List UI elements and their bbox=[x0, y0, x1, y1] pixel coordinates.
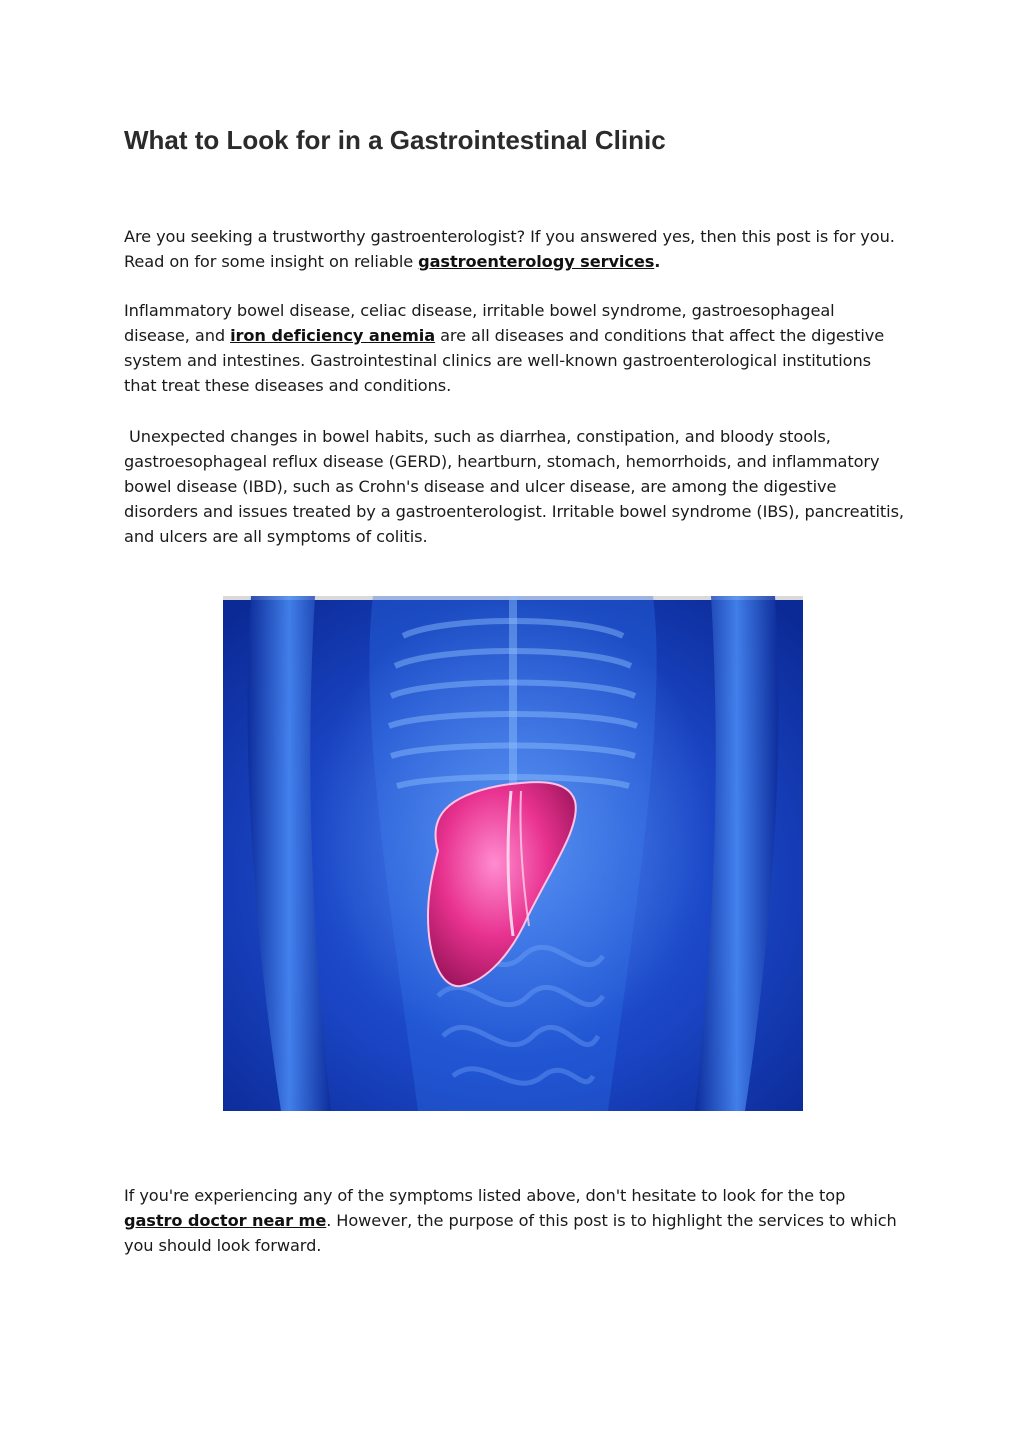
closing-text: If you're experiencing any of the symptoms listed above, don't hesitate to look for the top bbox=[124, 1186, 846, 1205]
closing-text-end: . However, the purpose of this post is to highlight the services to which you should look forward. bbox=[124, 1211, 897, 1255]
intro-paragraph bbox=[124, 224, 904, 274]
diseases-paragraph bbox=[124, 298, 904, 398]
gastroenterology-services-link[interactable]: gastroenterology services bbox=[418, 252, 655, 271]
closing-paragraph bbox=[124, 1183, 904, 1258]
iron-deficiency-anemia-link[interactable]: iron deficiency anemia bbox=[230, 326, 436, 345]
symptoms-paragraph: Unexpected changes in bowel habits, such as diarrhea, constipation, and bloody stools, gastroesophageal reflux disease (GERD), heartburn, stomach, hemorrhoids, and inflammatory bowel disease (IBD), such as Crohn's disease and ulcer disease, are among the digestive disorders and issues treated by a gastroenterologist. Irritable bowel syndrome (IBS), pancreatitis, and ulcers are all symptoms of colitis. bbox=[124, 427, 910, 546]
intro-text: Are you seeking a trustworthy gastroenterologist? If you answered yes, then this post is for you. Read on for some insight on reliable bbox=[124, 227, 895, 271]
liver-illustration bbox=[223, 596, 803, 1111]
gastro-doctor-near-me-link[interactable]: gastro doctor near me bbox=[124, 1211, 327, 1230]
diseases-text: Inflammatory bowel disease, celiac disease, irritable bowel syndrome, gastroesophageal disease, and bbox=[124, 301, 835, 345]
diseases-text-end: are all diseases and conditions that affect the digestive system and intestines. Gastrointestinal clinics are well-known gastroenterological institutions that treat these diseases and conditions. bbox=[124, 326, 885, 395]
intro-text-end: . bbox=[654, 252, 661, 271]
article-title: What to Look for in a Gastrointestinal Clinic bbox=[124, 125, 666, 155]
